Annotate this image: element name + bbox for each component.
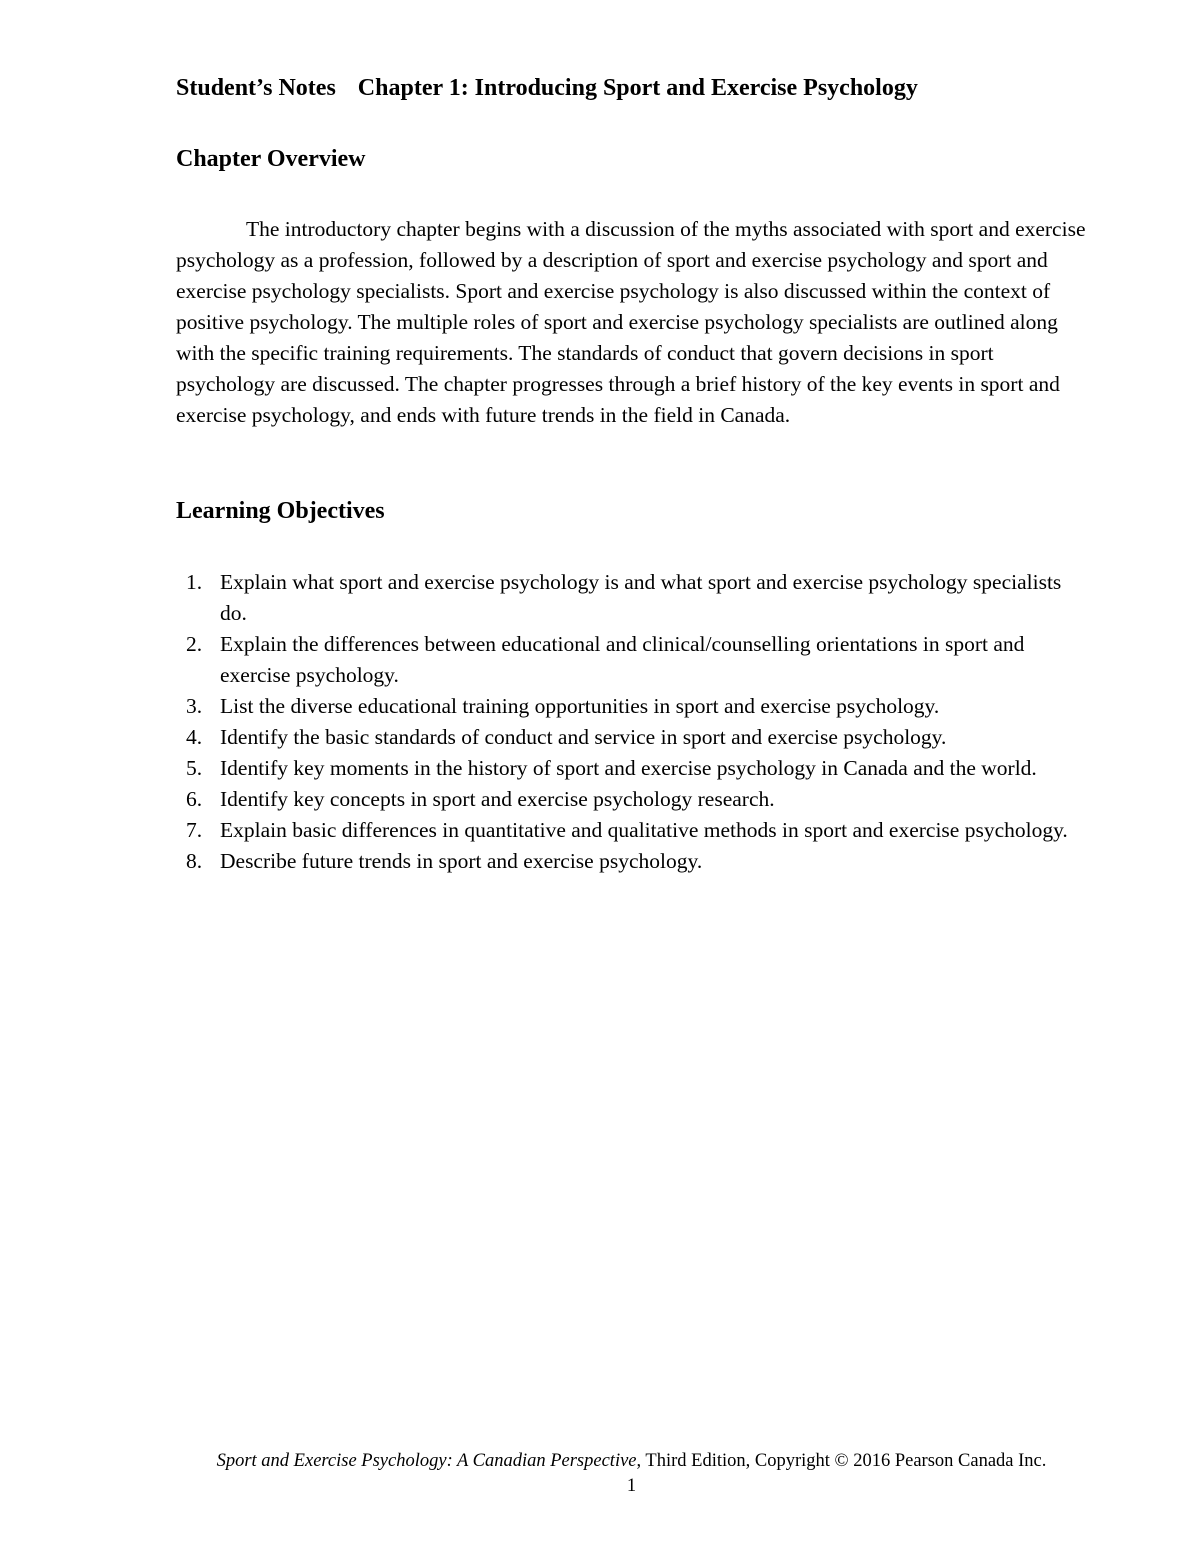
list-item-number: 4. (186, 725, 203, 749)
footer-copyright: , Third Edition, Copyright © 2016 Pearson Canada Inc. (636, 1451, 1047, 1471)
list-item (176, 784, 1076, 815)
list-item-text: Identify key concepts in sport and exercise psychology research. (220, 787, 775, 811)
list-item (176, 629, 1076, 691)
list-item (176, 815, 1076, 846)
list-item (176, 753, 1076, 784)
list-item (176, 722, 1076, 753)
list-item-text: Describe future trends in sport and exercise psychology. (220, 849, 703, 873)
list-item-number: 7. (186, 818, 203, 842)
list-item-number: 5. (186, 756, 203, 780)
list-item (176, 846, 1076, 877)
list-item-number: 1. (186, 570, 203, 594)
list-item-number: 6. (186, 787, 203, 811)
chapter-overview-paragraph: The introductory chapter begins with a discussion of the myths associated with sport and exercise psychology as a profession, followed by a description of sport and exercise psychology and sport and exercise psychology specialists. Sport and exercise psychology is also discussed within the context of positive psychology. The multiple roles of sport and exercise psychology specialists are outlined along with the specific training requirements. The standards of conduct that govern decisions in sport psychology are discussed. The chapter progresses through a brief history of the key events in sport and exercise psychology, and ends with future trends in the field in Canada. (176, 217, 1086, 427)
notes-label: Student’s Notes (176, 75, 336, 101)
list-item (176, 691, 1076, 722)
chapter-title: Chapter 1: Introducing Sport and Exercise Psychology (357, 75, 918, 101)
list-item-text: Explain basic differences in quantitative and qualitative methods in sport and exercise psychology. (220, 818, 1068, 842)
learning-objectives-heading: Learning Objectives (176, 498, 385, 524)
learning-objectives-list (176, 567, 1076, 877)
footer-book-title: Sport and Exercise Psychology: A Canadian Perspective (216, 1451, 637, 1471)
page-number: 1 (626, 1476, 637, 1496)
list-item-text: Identify the basic standards of conduct and service in sport and exercise psychology. (220, 725, 947, 749)
list-item-number: 3. (186, 694, 203, 718)
list-item-text: Explain the differences between educational and clinical/counselling orientations in sport and exercise psychology. (220, 632, 1025, 687)
page-header (176, 73, 918, 103)
list-item-number: 8. (186, 849, 203, 873)
list-item-text: Identify key moments in the history of sport and exercise psychology in Canada and the world. (220, 756, 1037, 780)
list-item-text: Explain what sport and exercise psychology is and what sport and exercise psychology specialists do. (220, 570, 1062, 625)
list-item (176, 567, 1076, 629)
list-item-number: 2. (186, 632, 203, 656)
list-item-text: List the diverse educational training opportunities in sport and exercise psychology. (220, 694, 940, 718)
chapter-overview-heading: Chapter Overview (176, 146, 366, 172)
page-footer (0, 1449, 1200, 1473)
